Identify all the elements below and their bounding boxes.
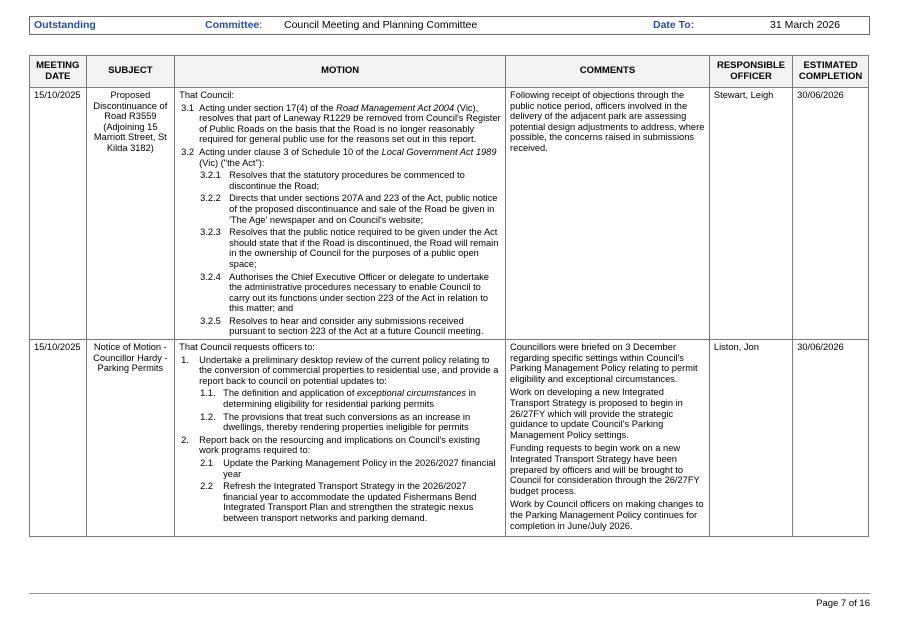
- table-row: [30, 340, 869, 537]
- motion-subitem: [179, 193, 501, 225]
- motion-subitem: [179, 272, 501, 314]
- motion-subitem-text: Resolves that the public notice required to be given under the Act should state that if the Road is discontinued, the Road will remain in the ownership of Council for the purposes of a public open space;: [229, 227, 499, 269]
- col-header-comments: COMMENTS: [506, 56, 710, 88]
- report-header-bar: [29, 16, 870, 35]
- footer-divider: [29, 593, 870, 594]
- motion-intro: That Council:: [179, 90, 234, 100]
- responsible-officer-cell: Stewart, Leigh: [709, 88, 792, 340]
- motion-item-text: Undertake a preliminary desktop review of the current policy relating to the conversion of commercial properties to residential use, and provide a report back to council on potential updates to:: [199, 354, 499, 386]
- motion-subitem-number: 1.1.: [200, 388, 216, 399]
- date-value: 31 March 2026: [770, 19, 841, 31]
- estimated-completion-cell: 30/06/2026: [793, 340, 869, 537]
- comment-paragraph: Councillors were briefed on 3 December regarding specific settings within Council's Parking Management Policy relating to permit eligibility and exceptional circumstances.: [510, 342, 698, 384]
- comments-cell: [506, 88, 710, 340]
- motion-text-part: The definition and application of: [223, 388, 358, 399]
- motion-item: [179, 435, 501, 456]
- motion-item-number: 3.1: [181, 102, 195, 113]
- comment-paragraph: Following receipt of objections through the public notice period, officers involved in the delivery of the adjacent park are assessing potential design adjustments to address, where possible, the concerns raised in submissions received.: [510, 90, 705, 153]
- motion-subitem-text: Update the Parking Management Policy in the 2026/2027 financial year: [223, 458, 496, 479]
- committee-value: Council Meeting and Planning Committee: [284, 19, 478, 31]
- responsible-officer-cell: Liston, Jon: [709, 340, 792, 537]
- motion-item-text: [199, 103, 501, 145]
- motion-subitem: [179, 388, 501, 409]
- meeting-date-cell: 15/10/2025: [30, 340, 87, 537]
- subject-cell: Notice of Motion - Councillor Hardy - Parking Permits: [86, 340, 175, 537]
- motion-emphasis: exceptional circumstances: [357, 388, 467, 399]
- motion-item: [179, 355, 501, 387]
- motion-subitem-text: Refresh the Integrated Transport Strategy in the 2026/2027 financial year to accommodate the updated Fishermans Bend Integrated Transport Plan and strengthen the strategic nexus between transport networks and parking demand.: [223, 481, 477, 523]
- motion-subitem-number: 3.2.5: [200, 315, 221, 326]
- table-row: [30, 88, 869, 340]
- col-header-estimated-completion: ESTIMATED COMPLETION: [793, 56, 869, 88]
- motion-text-part: Acting under clause 3 of Schedule 10 of the: [199, 146, 382, 157]
- date-label: Date To:: [653, 19, 695, 31]
- motion-subitem-number: 2.2: [200, 481, 214, 492]
- meeting-date-cell: 15/10/2025: [30, 88, 87, 340]
- motion-subitem: [179, 481, 501, 523]
- motion-text-part: (Vic), resolves that part of Laneway R1229 be removed from Council's Register of Public Roads on the basis that the Road is no longer reasonably required for general public use for the reasons set out in this report.: [199, 102, 501, 145]
- motion-subitem-number: 3.2.1: [200, 170, 221, 181]
- motion-item-number: 2.: [181, 434, 189, 445]
- motion-text-part: in determining eligibility for residential parking permits: [223, 388, 476, 410]
- committee-label-wrap: [205, 19, 262, 31]
- comment-paragraph: Work on developing a new Integrated Transport Strategy is proposed to begin in 26/27FY which will provide the strategic guidance to update Council's Parking Management Policy settings.: [510, 387, 683, 440]
- motion-subitem-number: 3.2.2: [200, 193, 221, 204]
- col-header-motion: MOTION: [175, 56, 506, 88]
- committee-label: Committee: [205, 19, 260, 31]
- motion-subitem: [179, 316, 501, 337]
- motion-act-name: Road Management Act 2004: [336, 102, 455, 113]
- committee-colon: :: [259, 19, 263, 31]
- motion-text-part: (Vic) ("the Act"):: [199, 157, 265, 168]
- col-header-responsible-officer: RESPONSIBLE OFFICER: [709, 56, 792, 88]
- motion-cell: [175, 88, 506, 340]
- motion-subitem: [179, 170, 501, 191]
- subject-cell: Proposed Discontinuance of Road R3559 (Adjoining 15 Marriott Street, St Kilda 3182): [86, 88, 175, 340]
- status-label: Outstanding: [34, 19, 96, 31]
- motion-cell: [175, 340, 506, 537]
- motion-subitem-number: 3.2.3: [200, 227, 221, 238]
- comment-paragraph: Work by Council officers on making changes to the Parking Management Policy continues for completion in June/July 2026.: [510, 499, 704, 531]
- col-header-subject: SUBJECT: [86, 56, 175, 88]
- motion-subitem-text: Authorises the Chief Executive Officer or delegate to undertake the administrative procedures necessary to enable Council to carry out its functions under section 223 of the Act in relation to this matter; and: [229, 271, 489, 314]
- motion-act-name: Local Government Act 1989: [381, 146, 497, 157]
- motion-item-text: Report back on the resourcing and implications on Council's existing work programs required to:: [199, 434, 480, 456]
- motion-subitem: [179, 412, 501, 433]
- outstanding-actions-table: [29, 55, 869, 537]
- motion-text-part: Acting under section 17(4) of the: [199, 102, 337, 113]
- motion-item-number: 1.: [181, 354, 189, 365]
- motion-subitem-text: The provisions that treat such conversions as an increase in dwellings, thereby rendering properties ineligible for permits: [223, 411, 471, 433]
- col-header-meeting-date: MEETING DATE: [30, 56, 87, 88]
- motion-subitem-number: 3.2.4: [200, 271, 221, 282]
- table-header-row: [30, 56, 869, 88]
- motion-subitem-number: 1.2.: [200, 411, 216, 422]
- comments-cell: [506, 340, 710, 537]
- motion-item-text: [199, 147, 501, 168]
- motion-subitem-text: Resolves that the statutory procedures be commenced to discontinue the Road;: [229, 170, 465, 191]
- motion-subitem-text: Directs that under sections 207A and 223 of the Act, public notice of the proposed discontinuance and sale of the Road be given in 'The Age' newspaper and on Council's website;: [229, 193, 498, 225]
- page-number: Page 7 of 16: [816, 598, 870, 609]
- motion-intro: That Council requests officers to:: [179, 342, 315, 353]
- motion-item: [179, 103, 501, 145]
- motion-subitem: [179, 458, 501, 479]
- motion-subitem-number: 2.1: [200, 458, 214, 468]
- motion-item: [179, 147, 501, 168]
- motion-item-number: 3.2: [181, 146, 195, 157]
- comment-paragraph: Funding requests to begin work on a new Integrated Transport Strategy have been prepared by officers and will be brought to Council for consideration through the 26/27FY budget process.: [510, 443, 700, 496]
- estimated-completion-cell: 30/06/2026: [793, 88, 869, 340]
- motion-subitem-text: [223, 388, 501, 409]
- motion-subitem-text: Resolves to hear and consider any submissions received pursuant to section 223 of the Act at a future Council meeting.: [229, 315, 484, 337]
- motion-subitem: [179, 227, 501, 269]
